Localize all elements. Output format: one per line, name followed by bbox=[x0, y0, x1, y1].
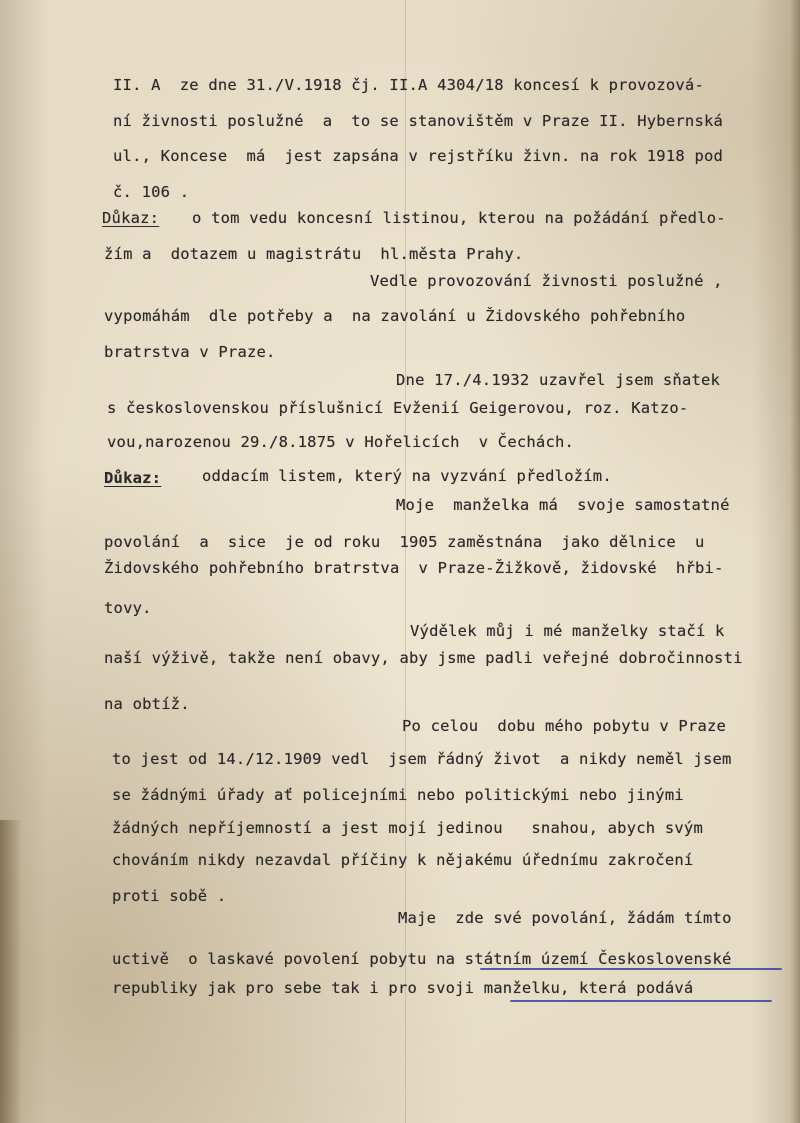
blue-pencil-underline bbox=[510, 1000, 772, 1002]
text-line-22: to jest od 14./12.1909 vedl jsem řádný život a nikdy neměl jsem bbox=[112, 750, 732, 768]
text-line-4: č. 106 . bbox=[113, 183, 190, 201]
text-line-5: o tom vedu koncesní listinou, kterou na požádání předlo- bbox=[192, 209, 726, 227]
text-line-17: tovy. bbox=[104, 599, 152, 617]
text-line-26: proti sobě . bbox=[112, 887, 227, 905]
text-line-14: Moje manželka má svoje samostatné bbox=[396, 496, 730, 514]
evidence-label: Důkaz: bbox=[104, 469, 162, 487]
text-line-13: oddacím listem, který na vyzvání předložím. bbox=[202, 467, 612, 485]
blue-pencil-underline bbox=[480, 968, 782, 970]
text-line-9: bratrstva v Praze. bbox=[104, 343, 276, 361]
text-line-28: uctivě o laskavé povolení pobytu na státním území Československé bbox=[112, 950, 732, 968]
text-line-20: na obtíž. bbox=[104, 695, 190, 713]
text-line-25: chováním nikdy nezavdal příčiny k nějakému úřednímu zakročení bbox=[112, 851, 694, 869]
text-line-1: II. A ze dne 31./V.1918 čj. II.A 4304/18 koncesí k provozová- bbox=[113, 76, 704, 94]
text-line-7: Vedle provozování živnosti poslužné , bbox=[370, 272, 723, 290]
evidence-label: Důkaz: bbox=[102, 209, 160, 227]
text-line-11: s československou příslušnicí Evženií Geigerovou, roz. Katzo- bbox=[107, 399, 689, 417]
text-line-29: republiky jak pro sebe tak i pro svoji manželku, která podává bbox=[112, 979, 694, 997]
text-line-23: se žádnými úřady ať policejními nebo politickými nebo jinými bbox=[112, 786, 684, 804]
text-line-6: žím a dotazem u magistrátu hl.města Prahy. bbox=[104, 245, 524, 263]
paper-right-edge bbox=[790, 0, 800, 1123]
text-line-8: vypomáhám dle potřeby a na zavolání u Židovského pohřebního bbox=[104, 307, 686, 325]
paper-edge-damage bbox=[0, 820, 22, 1123]
text-line-15: povolání a sice je od roku 1905 zaměstnána jako dělnice u bbox=[104, 533, 705, 551]
text-line-27: Maje zde své povolání, žádám tímto bbox=[398, 909, 732, 927]
text-line-16: Židovského pohřebního bratrstva v Praze-Žižkově, židovské hřbi- bbox=[104, 559, 724, 577]
text-line-12: vou,narozenou 29./8.1875 v Hořelicích v Čechách. bbox=[107, 433, 575, 451]
text-line-3: ul., Koncese má jest zapsána v rejstříku živn. na rok 1918 pod bbox=[113, 147, 724, 165]
text-line-24: žádných nepříjemností a jest mojí jedinou snahou, abych svým bbox=[112, 819, 703, 837]
text-line-2: ní živnosti poslužné a to se stanovištěm v Praze II. Hybernská bbox=[113, 112, 724, 130]
text-line-10: Dne 17./4.1932 uzavřel jsem sňatek bbox=[396, 371, 721, 389]
text-line-21: Po celou dobu mého pobytu v Praze bbox=[402, 717, 727, 735]
text-line-19: naší výživě, takže není obavy, aby jsme padli veřejné dobročinnosti bbox=[104, 649, 743, 667]
text-line-18: Výdělek můj i mé manželky stačí k bbox=[410, 622, 725, 640]
